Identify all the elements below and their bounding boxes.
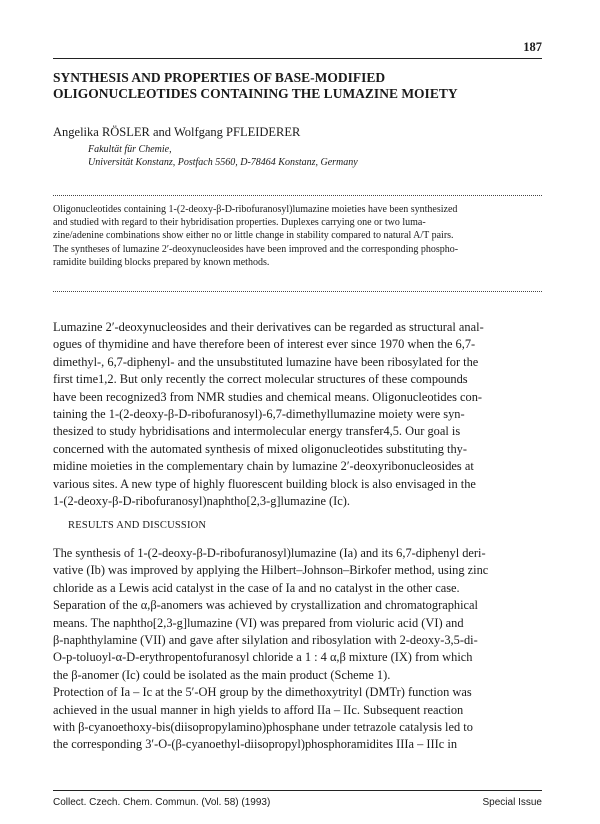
- header-rule: [53, 58, 542, 59]
- body-line: various sites. A new type of highly fluorescent building block is also envisaged in the: [53, 476, 476, 491]
- footer-rule: [53, 790, 542, 791]
- body-line: The synthesis of 1-(2-deoxy-β-D-ribofuranosyl)lumazine (Ia) and its 6,7-diphenyl deri-: [53, 546, 486, 560]
- body-line: concerned with the automated synthesis of mixed oligonucleotides substituting thy-: [53, 441, 467, 456]
- body-line: 1-(2-deoxy-β-D-ribofuranosyl)naphtho[2,3-g]lumazine (Ic).: [53, 494, 351, 509]
- abstract-line: and studied with regard to their hybridisation properties. Duplexes carrying one or two luma-: [53, 217, 426, 229]
- abstract: [53, 203, 543, 269]
- abstract-line: zine/adenine combinations show either no or little change in stability compared to natural A/T pairs.: [53, 230, 454, 242]
- article-title: [53, 70, 553, 102]
- body-line: with β-cyanoethoxy-bis(diisopropylamino)phosphane under tetrazole catalysis led to: [53, 720, 473, 735]
- body-line: have been recognized3 from NMR studies and chemical means. Oligonucleotides con-: [53, 389, 483, 404]
- abstract-top-rule: [53, 195, 542, 196]
- affiliation: [88, 143, 358, 169]
- body-line: ogues of thymidine and have therefore been of interest ever since 1970 when the 6,7-: [53, 337, 476, 352]
- body-line: chloride as a Lewis acid catalyst in the case of Ia and no catalyst in the other case.: [53, 580, 460, 595]
- abstract-line: The syntheses of lumazine 2′-deoxynucleosides have been improved and the corresponding phospho-: [53, 243, 459, 255]
- section-heading: RESULTS AND DISCUSSION: [68, 520, 207, 531]
- body-line: dimethyl-, 6,7-diphenyl- and the unsubstituted lumazine have been ribosylated for the: [53, 354, 479, 369]
- body-line: Protection of Ia – Ic at the 5′-OH group by the dimethoxytrityl (DMTr) function was: [53, 685, 472, 700]
- introduction-paragraph: [53, 319, 545, 510]
- body-line: taining the 1-(2-deoxy-β-D-ribofuranosyl)-6,7-dimethyllumazine moiety were syn-: [53, 407, 465, 422]
- body-line: midine moieties in the complementary chain by lumazine 2′-deoxyribonucleosides at: [53, 459, 474, 474]
- body-line: vative (Ib) was improved by applying the Hilbert–Johnson–Birkofer method, using zinc: [53, 563, 489, 578]
- page-number: 187: [523, 40, 542, 54]
- body-line: Lumazine 2′-deoxynucleosides and their derivatives can be regarded as structural anal-: [53, 320, 484, 334]
- results-paragraph: [53, 545, 545, 754]
- body-line: Separation of the α,β-anomers was achieved by crystallization and chromatographical: [53, 598, 478, 613]
- body-line: first time1,2. But only recently the correct molecular structures of these compounds: [53, 372, 468, 387]
- body-line: the corresponding 3′-O-(β-cyanoethyl-diisopropyl)phosphoramidites IIIa – IIIc in: [53, 737, 458, 752]
- body-line: β-naphthylamine (VII) and gave after silylation and ribosylation with 2-deoxy-3,5-di-: [53, 633, 478, 648]
- body-line: the β-anomer (Ic) could be isolated as the main product (Scheme 1).: [53, 667, 391, 682]
- abstract-line: Oligonucleotides containing 1-(2-deoxy-β-D-ribofuranosyl)lumazine moieties have been synthesized: [53, 204, 458, 215]
- title-line: OLIGONUCLEOTIDES CONTAINING THE LUMAZINE MOIETY: [53, 86, 458, 101]
- abstract-line: ramidite building blocks prepared by known methods.: [53, 256, 270, 268]
- abstract-bottom-rule: [53, 291, 542, 292]
- body-line: thesized to study hybridisations and intermolecular energy transfer4,5. Our goal is: [53, 424, 461, 439]
- title-line: SYNTHESIS AND PROPERTIES OF BASE-MODIFIED: [53, 70, 386, 85]
- body-line: O-p-toluoyl-α-D-erythropentofuranosyl chloride a 1 : 4 α,β mixture (IX) from which: [53, 650, 473, 665]
- body-line: means. The naphtho[2,3-g]lumazine (VI) was prepared from violuric acid (VI) and: [53, 615, 464, 630]
- affiliation-line: Universität Konstanz, Postfach 5560, D-78464 Konstanz, Germany: [88, 157, 358, 168]
- affiliation-line: Fakultät für Chemie,: [88, 144, 172, 155]
- issue-label: Special Issue: [482, 797, 542, 808]
- journal-citation: Collect. Czech. Chem. Commun. (Vol. 58) (1993): [53, 797, 271, 808]
- authors: Angelika RÖSLER and Wolfgang PFLEIDERER: [53, 125, 301, 139]
- body-line: achieved in the usual manner in high yields to afford IIa – IIc. Subsequent reaction: [53, 702, 464, 717]
